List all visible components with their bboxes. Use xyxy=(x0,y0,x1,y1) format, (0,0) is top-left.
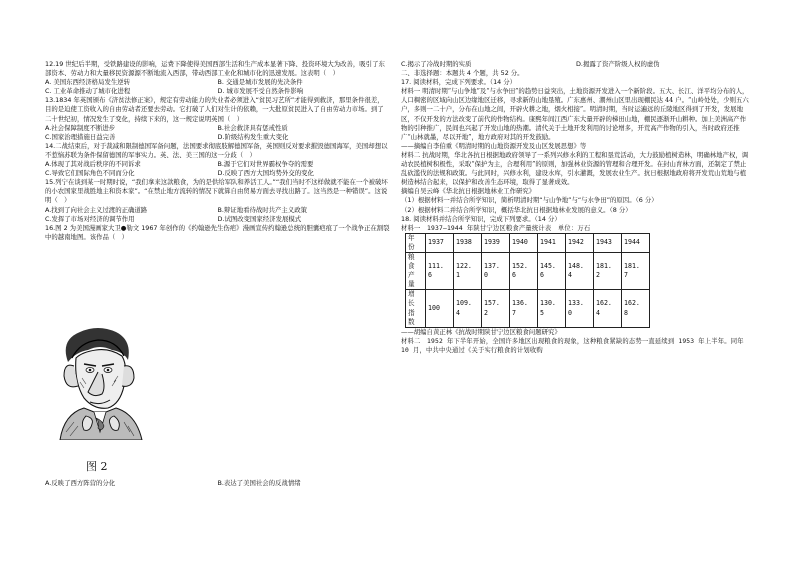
q12-options-row1 xyxy=(45,78,390,87)
q16-stem: 16.图 2 为美国漫画家大卫●勒文 1967 年创作的《约翰逊先生伤疤》漫画宣传约翰逊总统的胆囊疤痕了一个战争正在割裂中的越南地图。该作品（ ） xyxy=(45,223,390,241)
q14-option-c: C.导致它们国际角色不同而分化 xyxy=(45,169,135,178)
index-header xyxy=(406,290,426,327)
q15-option-d: D.试图改变国家经济发展模式 xyxy=(217,214,302,223)
right-column xyxy=(401,60,751,355)
index-header-char: 数 xyxy=(408,317,415,326)
q16-options xyxy=(45,478,390,487)
index-header-char: 指 xyxy=(408,308,415,317)
q13-option-b: B.社会救济具有惩戒性质 xyxy=(217,123,288,132)
q14-options-row2 xyxy=(45,169,390,178)
output-cell: 137. 0 xyxy=(482,252,510,289)
q18-material1-line: 材料一 1937—1944 年陕甘宁边区粮食产量统计表 单位：万石 xyxy=(401,224,591,232)
index-cell: 130. 5 xyxy=(538,290,566,327)
q12-option-c: C. 工业革命推动了城市化进程 xyxy=(45,87,131,96)
q17-material1-text: 明清时期“与山争地”及“与水争田”的趋势日益突出，土地资源开发进入一个新阶段。五大、长江、洋平均分布的人，人口稠密的区域向山区边缘地区迁移，寻求新的山地垦殖。广东惠州、潮州山区里出现棚民达 44 户。“山岭处处，少则五六户，多则一二十户，分布在山地之间，开辟火耕之地，烟火相接”。明清时期，当时运遍远的丘陵地区得到了开发，发展地区，不仅开发的方法改变了前代的作物结构。康熙年间江西广东大量开辟的梯田山地，棚民逐渐开山耕种。加上美洲高产作物的引种推广，民间也兴起了开发山地的热潮。清代关于土地开发利用的讨论增多，开荒高产作物的引入，当时政府还推广“山林就墨，尽以开地”，地方政府对其的开发鼓励。 xyxy=(401,87,749,141)
year-cell: 1937 xyxy=(426,233,454,252)
q14-options-row1 xyxy=(45,160,390,169)
q13-stem: 13.1834 年英国颁布《济贫法修正案》，规定有劳动能力的失业者必须进入“贫民习艺所”才能得到救济，那里条件很差，目的是迫使工资收入的自由劳动者还要去劳动。它打破了人们对生计的依赖，一大批原贫民进入了自由劳动力市场。到了二十世纪初，情况发生了变化，持续下来的，这一规定说明英国（ ） xyxy=(45,96,384,123)
q17-material2 xyxy=(401,151,751,187)
index-cell: 157. 2 xyxy=(482,290,510,327)
index-cell: 109. 4 xyxy=(454,290,482,327)
q17-material2-label: 材料二 xyxy=(401,150,421,159)
year-cell: 1942 xyxy=(566,233,594,252)
index-header-char: 长 xyxy=(408,299,415,308)
q14-option-d: D.反映了西方大国均势外交的变化 xyxy=(217,169,314,178)
index-cell: 100 xyxy=(426,290,454,327)
output-header-char: 粮 xyxy=(408,252,415,261)
q12-option-d: D. 城市发展不受自然条件影响 xyxy=(217,87,304,96)
q17-material1-source: ——摘编自李伯重《明清时期的山地资源开发及山区发展思想》等 xyxy=(401,141,587,150)
figure-caption: 图 2 xyxy=(86,460,108,473)
output-header-char: 量 xyxy=(408,280,415,289)
year-cell: 1938 xyxy=(454,233,482,252)
q13-option-d: D.阶级结构发生重大变化 xyxy=(217,132,289,141)
q16-options-cd xyxy=(401,60,751,69)
q16-option-b: B.表达了美国社会的反战情绪 xyxy=(217,479,301,487)
year-cell: 1940 xyxy=(510,233,538,252)
q17-material1-label: 材料一 xyxy=(401,87,421,96)
index-cell: 162. 4 xyxy=(594,290,622,327)
q17-ask1: （1）根据材料一并结合所学知识，简析明清时期“与山争地”与“与水争田”的原因。（6 分） xyxy=(401,196,658,205)
year-header-char: 年 xyxy=(408,233,415,242)
year-cell: 1941 xyxy=(538,233,566,252)
year-header xyxy=(406,233,426,252)
q17-material2-text: 抗战时期，华北各抗日根据地政府领导了一系列兴修水利的工程和垦荒活动，大力鼓励植树造林，明确林地产权，调动农民植树积极性，采取“保护为主，合理利用”的原则，加强林业资源的管理和合理开发。在封山育林方面，还制定了禁止乱砍滥伐的法规和政策。与此同时，兴修水利，建设水库，引水灌溉，发展农业生产。抗日根据地政府将开发荒山荒地与植树造林结合起来，以保护和改善生态环境，取得了显著成效。 xyxy=(401,150,749,187)
q15-options-row1 xyxy=(45,206,390,215)
output-header-char: 食 xyxy=(408,262,415,271)
q13-option-c: C.国家治理措施日益完善 xyxy=(45,132,116,141)
section-two-header: 二、非选择题：本题共 4 个题，共 52 分。 xyxy=(401,69,524,78)
q16-option-d: D.揭露了资产阶级人权的虚伪 xyxy=(576,60,660,68)
q17-material1 xyxy=(401,87,751,142)
year-cell: 1943 xyxy=(594,233,622,252)
index-header-char: 增 xyxy=(408,290,415,299)
q12-options-row2 xyxy=(45,87,390,96)
q13-options-row1 xyxy=(45,124,390,133)
q15-option-b: B.辩证地看待战时共产主义政策 xyxy=(217,205,307,214)
q15-options-row2 xyxy=(45,215,390,224)
q14-stem: 14.二战结束后，对于裁减和限制德国军备问题，法国要求彻底肢解德国军备，英国则反对要求摧毁德国海军，美国却想以不惹恼苏联为条件保留德国的军事实力。英、法、美三国的这一分歧（ ） xyxy=(45,141,388,159)
cartoon-figure xyxy=(50,322,150,440)
q15-option-c: C.发挥了市场对经济的调节作用 xyxy=(45,214,135,223)
table-row-year xyxy=(406,233,650,252)
year-cell: 1939 xyxy=(482,233,510,252)
output-cell: 152. 6 xyxy=(510,252,538,289)
q15-option-a: A.找到了向社会主义过渡的正确道路 xyxy=(45,205,148,214)
q12-option-a: A. 美国东西经济格局发生逆转 xyxy=(45,78,131,87)
output-cell: 145. 6 xyxy=(538,252,566,289)
q18-material2: 材料二 1952 年下半年开始，全国许多地区出现粮食的现象，这种粮食紧缺的态势一直延续到 1953 年上半年。同年 10 月，中共中央通过《关于实行粮食的计划收购 xyxy=(401,337,744,354)
output-cell: 122. 1 xyxy=(454,252,482,289)
grain-output-table xyxy=(405,233,650,328)
index-cell: 136. 7 xyxy=(510,290,538,327)
q17-title: 17. 阅读材料，完成下列要求。（14 分） xyxy=(401,78,517,87)
q16-option-c: C.揭示了冷战时期的实质 xyxy=(401,60,472,68)
q17-ask2: （2）根据材料二并结合所学知识，概括华北抗日根据地林业发展的意义。（8 分） xyxy=(401,205,632,214)
left-column xyxy=(45,60,390,242)
q17-material2-source: 摘编自吴云峰《华北抗日根据地林业工作研究》 xyxy=(401,187,536,196)
q13-options-row2 xyxy=(45,133,390,142)
output-cell: 111. 6 xyxy=(426,252,454,289)
q14-option-a: A.体现了其对战后秩序的不同诉求 xyxy=(45,160,141,169)
q15-stem: 15.列宁在谈到某一时期时说，“我们拿来这款粮食，为的是供给军队和养活工人。”“我们当时不这样做就不能在一个被破坏的小农国家里战胜地主和资本家”。“在禁止地方流转的情况下就算自由贸易方面去寻找出路了。这当然是一种错误”。这说明（ ） xyxy=(45,178,388,205)
output-cell: 181. 7 xyxy=(622,252,650,289)
output-cell: 181. 2 xyxy=(594,252,622,289)
q14-option-b: B.源于它们对世界霸权争夺的需要 xyxy=(217,160,314,169)
q13-option-a: A.社会保障制度不断进步 xyxy=(45,123,116,132)
output-header xyxy=(406,252,426,289)
table-row-output xyxy=(406,252,650,289)
q16-option-a: A.反映了西方阵营的分化 xyxy=(45,479,116,487)
year-header-char: 份 xyxy=(408,242,415,251)
table-row-index xyxy=(406,290,650,327)
index-cell: 133. 0 xyxy=(566,290,594,327)
q18-material1-source: ——胡编自黄正林《抗战时期陕甘宁边区粮食问题研究》 xyxy=(401,327,561,336)
year-cell: 1944 xyxy=(622,233,650,252)
output-cell: 148. 4 xyxy=(566,252,594,289)
q12-stem: 12.19 世纪后半期，受铁路建设的影响，运费下降使得美国西部生活和生产成本显著下降、投资环境大为改善，吸引了东部资本、劳动力和大量移民资源源不断地流入西部，带动西部工业化和城市化的迅速发展。这表明（ ） xyxy=(45,60,385,78)
output-header-char: 产 xyxy=(408,271,415,280)
q18-title: 18. 阅读材料并结合所学知识，完成下列要求。（14 分） xyxy=(401,214,561,223)
q12-option-b: B. 交通是城市发展的先决条件 xyxy=(217,78,303,87)
index-cell: 162. 8 xyxy=(622,290,650,327)
